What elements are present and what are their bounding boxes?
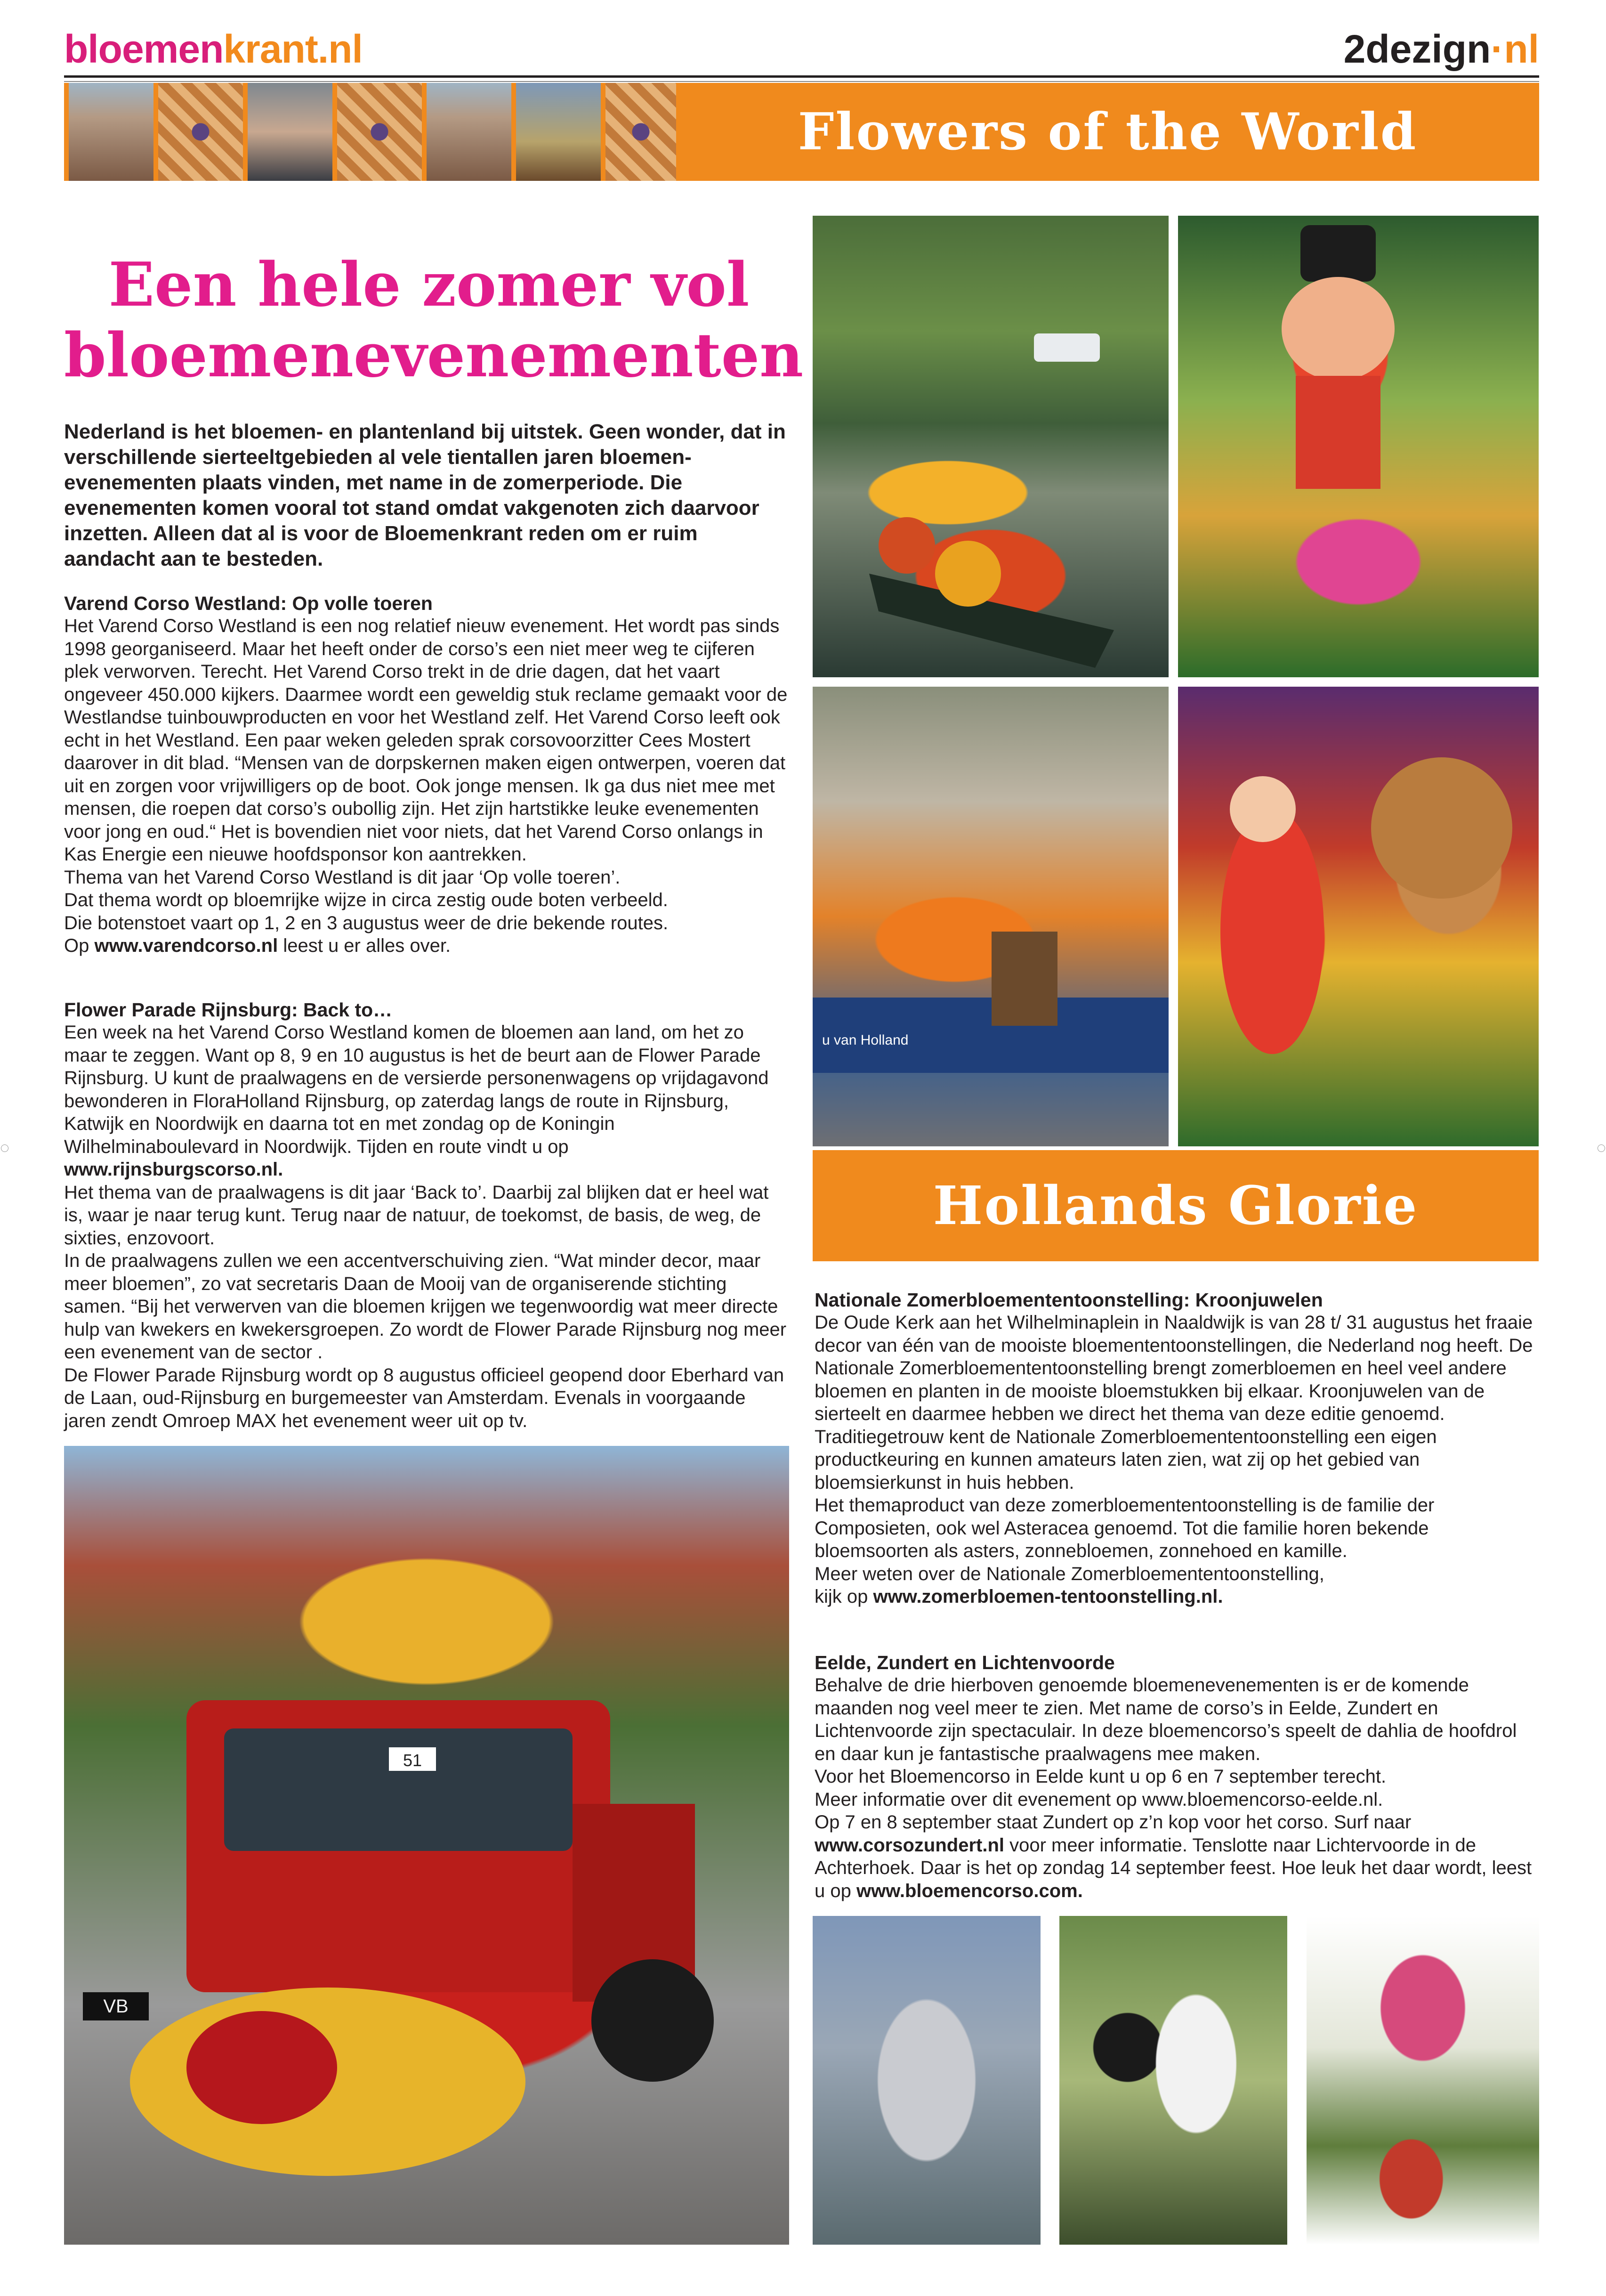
paragraph: Meer weten over de Nationale Zomerbloemententoonstelling, <box>815 1563 1324 1584</box>
paragraph: De Oude Kerk aan het Wilhelminaplein in Naaldwijk is van 28 t/ 31 augustus het fraaie decor van één van de mooiste bloemententoonstellingen, die Nederland nog heeft. De Nationale Zomerbloemententoonstelling brengt zomerbloemen en heel veel andere bloemen en planten in de mooiste bloemstukken bij elkaar. Kroonjuwelen van de sierteelt en daarmee hebben we direct het thema van deze editie genoemd. <box>815 1312 1533 1424</box>
section-eelde-zundert <box>815 1651 1540 1902</box>
paragraph: Meer informatie over dit evenement op www.bloemencorso-eelde.nl. <box>815 1789 1383 1810</box>
paragraph: Het Varend Corso Westland is een nog relatief nieuw evenement. Het wordt pas sinds 1998 georganiseerd. Maar het heeft onder de corso’s een niet meer weg te cijferen plek verworven. Terecht. Het Varend Corso trekt in de drie dagen, dat het vaart ongeveer 450.000 kijkers. Daarmee wordt een geweldig stuk reclame gemaakt voor de Westlandse tuinbouwproducten en voor het Westland zelf. Het Varend Corso leeft ook echt in het Westland. Een paar weken geleden sprak corsovoorzitter Cees Mostert daarover in dit blad. “Mensen van de dorpskernen maken eigen ontwerpen, voeren dat uit en zorgen voor vrijwilligers op de boot. Ook jonge mensen. Ik ga dus niet mee met mensen, die roepen dat corso’s oubollig zijn. Het zijn hartstikke leuke evenementen voor jong en oud.“ Het is bovendien niet voor niets, dat het Varend Corso onlangs in Kas Energie een nieuwe hoofdsponsor kon aantrekken. <box>64 616 788 865</box>
article-title <box>64 250 804 391</box>
delft-tile-image <box>605 83 676 181</box>
marching-band-float-photo <box>813 687 1169 1146</box>
tall-ship-image <box>516 83 601 181</box>
masthead-rule <box>64 75 1539 78</box>
varendcorso-link[interactable]: www.varendcorso.nl <box>94 935 278 956</box>
delft-tile-image <box>337 83 422 181</box>
paragraph: Een week na het Varend Corso Westland komen de bloemen aan land, om het zo maar te zeggen. Want op 8, 9 en 10 augustus is het de beurt aan de Flower Parade Rijnsburg. U kunt de praalwagens en de versierde personenwagens op vrijdagavond bewonderen in FloraHolland Rijnsburg, op zaterdag langs de route in Rijnsburg, Katwijk en Noordwijk en daarna tot en met zondag op de Koningin Wilhelminaboulevard in Noordwijk. Tijden en route vindt u op <box>64 1022 769 1157</box>
paragraph: Het thema van de praalwagens is dit jaar ‘Back to’. Daarbij zal blijken dat er heel wat is, waar je naar terug kunt. Terug naar de natuur, de toekomst, de basis, de weg, de sixties, enzovoort. <box>64 1182 769 1249</box>
lion-clown-float-photo <box>1178 687 1539 1146</box>
paragraph: Op www.varendcorso.nl leest u er alles over. <box>64 935 451 956</box>
canal-houses-image <box>69 83 153 181</box>
article-intro: Nederland is het bloemen- en plantenland bij uitstek. Geen wonder, dat in verschillende sierteeltgebieden al vele tientallen jaren bloemen-evenementen plaats vinden, met name in de zomerperiode. Die evenementen komen vooral tot stand omdat vakgenoten zich daarvoor inzetten. Alleen dat al is voor de Bloemenkrant reden om er ruim aandacht aan te besteden. <box>64 420 786 570</box>
masthead-rule-thin <box>64 81 1539 82</box>
logo-part-nl: nl <box>1504 27 1539 71</box>
registration-mark <box>1 1144 8 1152</box>
paragraph: www.corsozundert.nl voor meer informatie. Tenslotte naar Lichtervoorde in de Achterhoek. Daar is het op zondag 14 september feest. Hoe leuk het daar wordt, leest u op www.bloemencorso.com. <box>815 1834 1532 1901</box>
section-heading: Varend Corso Westland: Op volle toeren <box>64 592 433 614</box>
paragraph: Op 7 en 8 september staat Zundert op z’n kop voor het corso. Surf naar <box>815 1812 1412 1833</box>
license-plate: VB <box>103 1996 129 2017</box>
paragraph: De Flower Parade Rijnsburg wordt op 8 augustus officieel geopend door Eberhard van de Laan, oud-Rijnsburg en burgemeester van Amsterdam. Evenals in voorgaande jaren zendt Omroep MAX het evenement weer uit op tv. <box>64 1364 784 1431</box>
section-heading: Eelde, Zundert en Lichtenvoorde <box>815 1652 1115 1673</box>
hollands-glorie-banner: Hollands Glorie <box>813 1150 1539 1261</box>
logo-part-krant: krant.nl <box>223 27 363 71</box>
nutcracker-float-photo <box>1178 216 1539 677</box>
paragraph: kijk op www.zomerbloemen-tentoonstelling.nl. <box>815 1586 1223 1607</box>
section-zomerbloemen <box>815 1289 1540 1608</box>
portrait-image <box>248 83 332 181</box>
logo-dot: · <box>1491 27 1504 71</box>
zomerbloemen-link[interactable]: www.zomerbloemen-tentoonstelling.nl. <box>873 1586 1223 1607</box>
section-banner <box>64 83 1539 181</box>
corsozundert-link[interactable]: www.corsozundert.nl <box>815 1834 1004 1856</box>
section-varend-corso <box>64 592 789 957</box>
bloemenkrant-logo[interactable] <box>64 26 363 72</box>
section-heading: Nationale Zomerbloemententoonstelling: Kroonjuwelen <box>815 1289 1323 1311</box>
delft-tile-image <box>158 83 243 181</box>
logo-part-2dezign: 2dezign <box>1343 27 1491 71</box>
paragraph: Traditiegetrouw kent de Nationale Zomerbloemententoonstelling een eigen productkeuring en kunnen amateurs laten zien, wat zij op het gebied van bloemsierkunst in huis hebben. <box>815 1426 1437 1493</box>
paragraph: Het themaproduct van deze zomerbloemententoonstelling is de familie der Composieten, ook wel Asteracea genoemd. Tot die familie horen bekende bloemsoorten als asters, zonnebloemen, zonnehoed en kamille. <box>815 1495 1435 1561</box>
title-line-1: Een hele zomer vol <box>108 250 750 320</box>
banner-title: Flowers of the World <box>798 102 1418 162</box>
silver-performers-photo <box>813 1916 1041 2245</box>
logo-part-bloemen: bloemen <box>64 27 224 71</box>
bloemencorso-link[interactable]: www.bloemencorso.com. <box>856 1880 1083 1901</box>
paragraph: Die botenstoet vaart op 1, 2 en 3 augustus weer de drie bekende routes. <box>64 912 669 933</box>
2dezign-logo[interactable] <box>1344 26 1539 72</box>
flower-boat-canal-photo <box>813 216 1169 677</box>
entry-number: 51 <box>403 1751 422 1770</box>
paragraph: In de praalwagens zullen we een accentverschuiving zien. “Wat minder decor, maar meer bloemen”, zo vat secretaris Daan de Mooij van de organiserende stichting samen. “Bij het verwerven van die bloemen krijgen we tegenwoordig wat meer directe hulp van kwekers en kwekersgroepen. Zo wordt de Flower Parade Rijnsburg nog meer een evenement van de sector . <box>64 1250 787 1363</box>
section-heading: Flower Parade Rijnsburg: Back to… <box>64 999 393 1021</box>
flower-costume-photo <box>1307 1916 1539 2245</box>
title-line-2: bloemenevenementen <box>64 320 804 391</box>
rijnsburgscorso-link[interactable]: www.rijnsburgscorso.nl. <box>64 1159 283 1180</box>
band-banner-text: u van Holland <box>822 1032 909 1048</box>
section-flower-parade <box>64 998 789 1432</box>
flag-building-image <box>427 83 511 181</box>
paragraph: Thema van het Varend Corso Westland is dit jaar ‘Op volle toeren’. <box>64 867 621 888</box>
panda-costume-photo <box>1059 1916 1287 2245</box>
paragraph <box>64 1158 789 1181</box>
paragraph: Behalve de drie hierboven genoemde bloemenevenementen is er de komende maanden nog veel meer te zien. Met name de corso’s in Eelde, Zundert en Lichtenvoorde zijn spectaculair. In deze bloemencorso’s speelt de dahlia de hoofdrol en daar kun je fantastische praalwagens mee maken. <box>815 1675 1517 1764</box>
registration-mark <box>1598 1144 1605 1152</box>
paragraph: Voor het Bloemencorso in Eelde kunt u op 6 en 7 september terecht. <box>815 1766 1387 1787</box>
paragraph: Dat thema wordt op bloemrijke wijze in circa zestig oude boten verbeeld. <box>64 890 668 910</box>
flower-firetruck-photo <box>64 1446 789 2245</box>
